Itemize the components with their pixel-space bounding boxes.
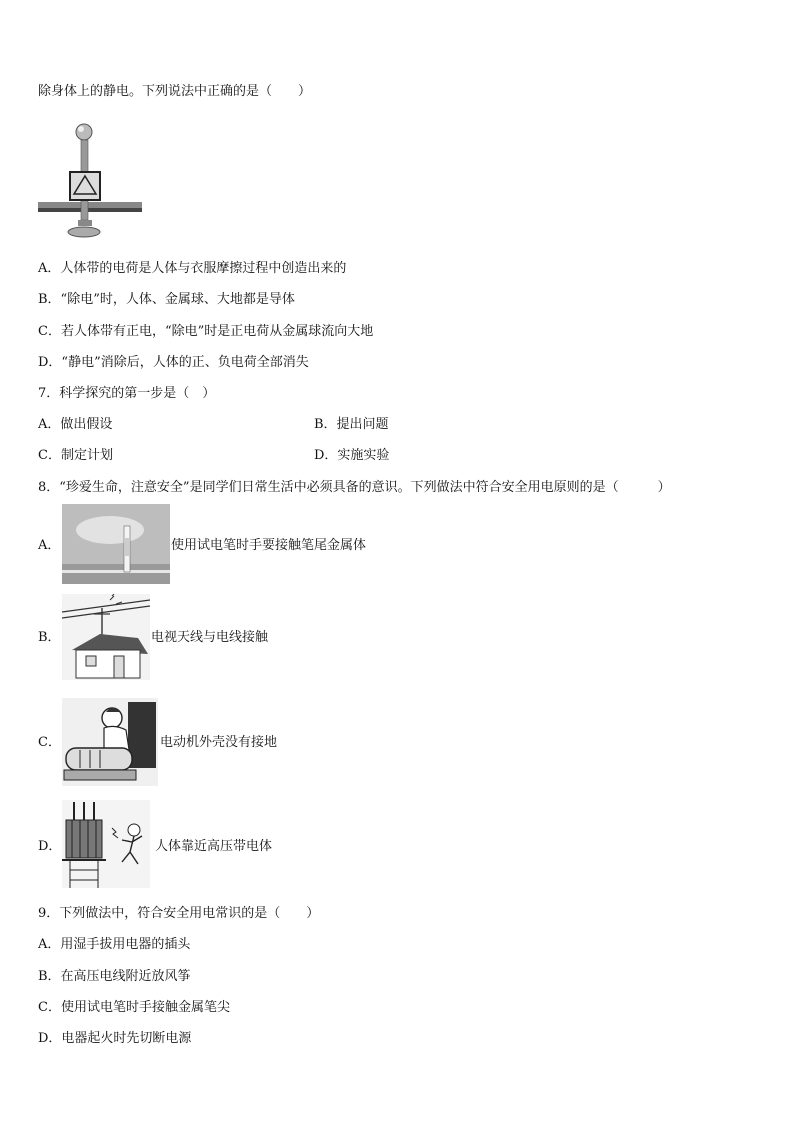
q9-option-a: A．用湿手拔用电器的插头	[38, 937, 191, 952]
high-voltage-transformer-image	[62, 800, 150, 888]
q9-option-d: D．电器起火时先切断电源	[38, 1031, 192, 1046]
q7-option-c: C．制定计划	[38, 448, 113, 463]
electric-motor-image	[62, 698, 158, 786]
q8-option-c-letter: C．	[38, 735, 61, 750]
q7-option-b: B．提出问题	[314, 417, 389, 432]
q6-option-c: C．若人体带有正电，“除电”时是正电荷从金属球流向大地	[38, 324, 374, 339]
q9-stem: 9．下列做法中，符合安全用电常识的是（ ）	[38, 906, 320, 921]
house-antenna-image	[62, 594, 150, 680]
q8-option-a-text: 使用试电笔时手要接触笔尾金属体	[171, 538, 367, 553]
q7-stem: 7．科学探究的第一步是（ ）	[38, 386, 216, 401]
q6-option-a: A．人体带的电荷是人体与衣服摩擦过程中创造出来的	[38, 261, 347, 276]
q7-option-a: A．做出假设	[38, 417, 113, 432]
q6-option-d: D．“静电”消除后，人体的正、负电荷全部消失	[38, 355, 309, 370]
q8-option-d-text: 人体靠近高压带电体	[155, 839, 273, 854]
q6-stem: 除身体上的静电。下列说法中正确的是（ ）	[38, 84, 312, 99]
q6-option-b: B．“除电”时，人体、金属球、大地都是导体	[38, 292, 295, 307]
q9-option-c: C．使用试电笔时手接触金属笔尖	[38, 1000, 230, 1015]
q8-option-d-letter: D．	[38, 839, 62, 854]
q8-option-b-text: 电视天线与电线接触	[151, 630, 269, 645]
q8-option-a-letter: A．	[38, 538, 61, 553]
q8-option-c-text: 电动机外壳没有接地	[160, 735, 278, 750]
q8-stem: 8．“珍爱生命，注意安全”是同学们日常生活中必须具备的意识。下列做法中符合安全用电原则的是（ ）	[38, 480, 671, 495]
test-pen-photo-image	[62, 504, 170, 584]
static-discharge-ball-image	[38, 120, 142, 242]
q9-option-b: B．在高压电线附近放风筝	[38, 969, 191, 984]
q8-option-b-letter: B．	[38, 630, 61, 645]
q7-option-d: D．实施实验	[314, 448, 390, 463]
